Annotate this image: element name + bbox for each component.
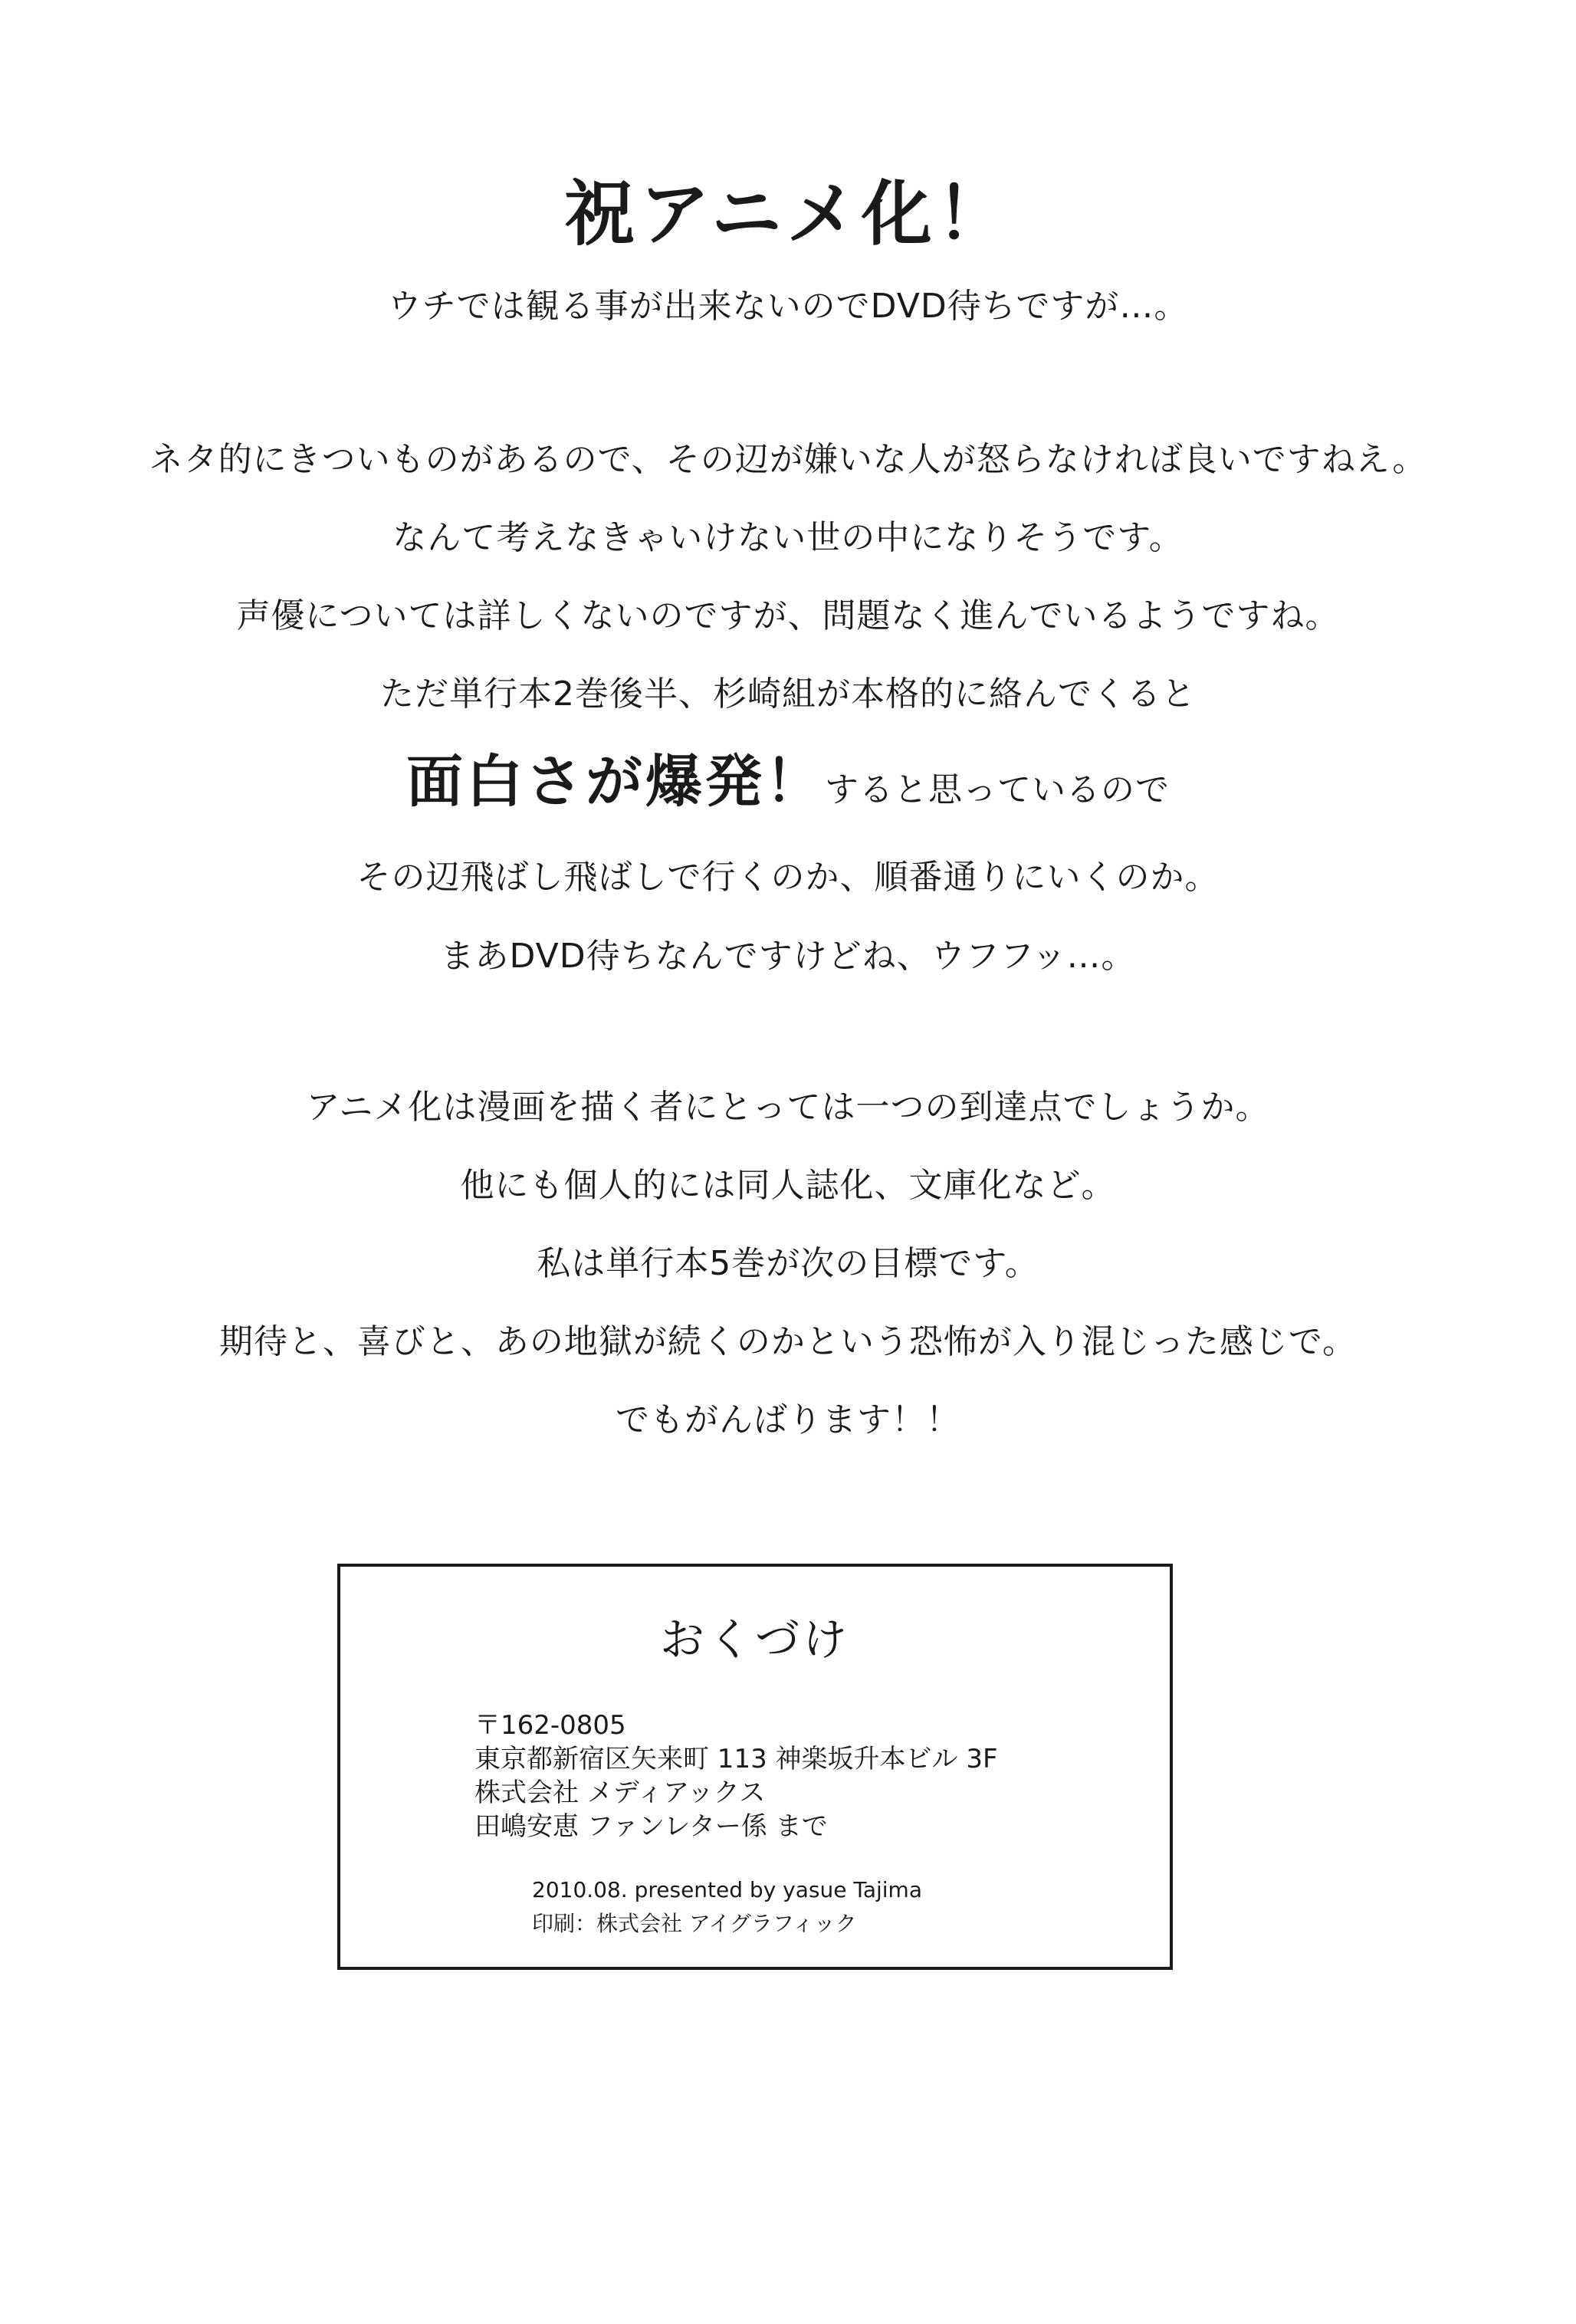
colophon-box xyxy=(337,1564,1173,1970)
date-credit: 2010.08. presented by yasue Tajima xyxy=(532,1877,922,1902)
street-address: 東京都新宿区矢来町 113 神楽坂升本ビル 3F xyxy=(474,1744,998,1774)
text-line-10: 他にも個人的には同人誌化、文庫化など。 xyxy=(460,1166,1116,1205)
text-line-12: 期待と、喜びと、あの地獄が続くのかという恐怖が入り混じった感じで。 xyxy=(218,1322,1358,1361)
credits-block xyxy=(532,1873,922,1941)
text-line-6 xyxy=(0,747,1576,825)
text-line-8: まあDVD待ちなんですけどね、ウフフッ…。 xyxy=(440,937,1136,976)
text-line-9: アニメ化は漫画を描く者にとっては一つの到達点でしょうか。 xyxy=(306,1088,1270,1127)
text-line-5: ただ単行本2巻後半、杉崎組が本格的に絡んでくると xyxy=(380,675,1196,714)
text-line-6-rest: すると思っているので xyxy=(825,770,1170,809)
text-line-13: でもがんばります！！ xyxy=(616,1400,960,1439)
text-line-4: 声優については詳しくないのですが、問題なく進んでいるようですね。 xyxy=(236,596,1340,635)
postal-code: 〒162-0805 xyxy=(474,1710,626,1741)
contact-address-block xyxy=(474,1709,998,1843)
colophon-title: おくづけ xyxy=(659,1613,850,1666)
text-line-11: 私は単行本5巻が次の目標です。 xyxy=(537,1244,1039,1283)
text-line-7: その辺飛ばし飛ばしで行くのか、順番通りにいくのか。 xyxy=(356,858,1220,897)
fan-letter-recipient: 田嶋安恵 ファンレター係 まで xyxy=(474,1811,828,1842)
page-title: 祝アニメ化！ xyxy=(564,173,1012,255)
text-line-3: なんて考えなきゃいけない世の中になりそうです。 xyxy=(392,518,1184,557)
emphasis-text: 面白さが爆発！ xyxy=(406,749,825,815)
company-name: 株式会社 メディアックス xyxy=(474,1777,766,1808)
text-line-2: ネタ的にきついものがあるので、その辺が嫌いな人が怒らなければ良いですねえ。 xyxy=(149,440,1427,479)
text-line-1: ウチでは観る事が出来ないのでDVD待ちですが…。 xyxy=(387,287,1189,326)
printer-credit: 印刷：株式会社 アイグラフィック xyxy=(532,1911,857,1936)
